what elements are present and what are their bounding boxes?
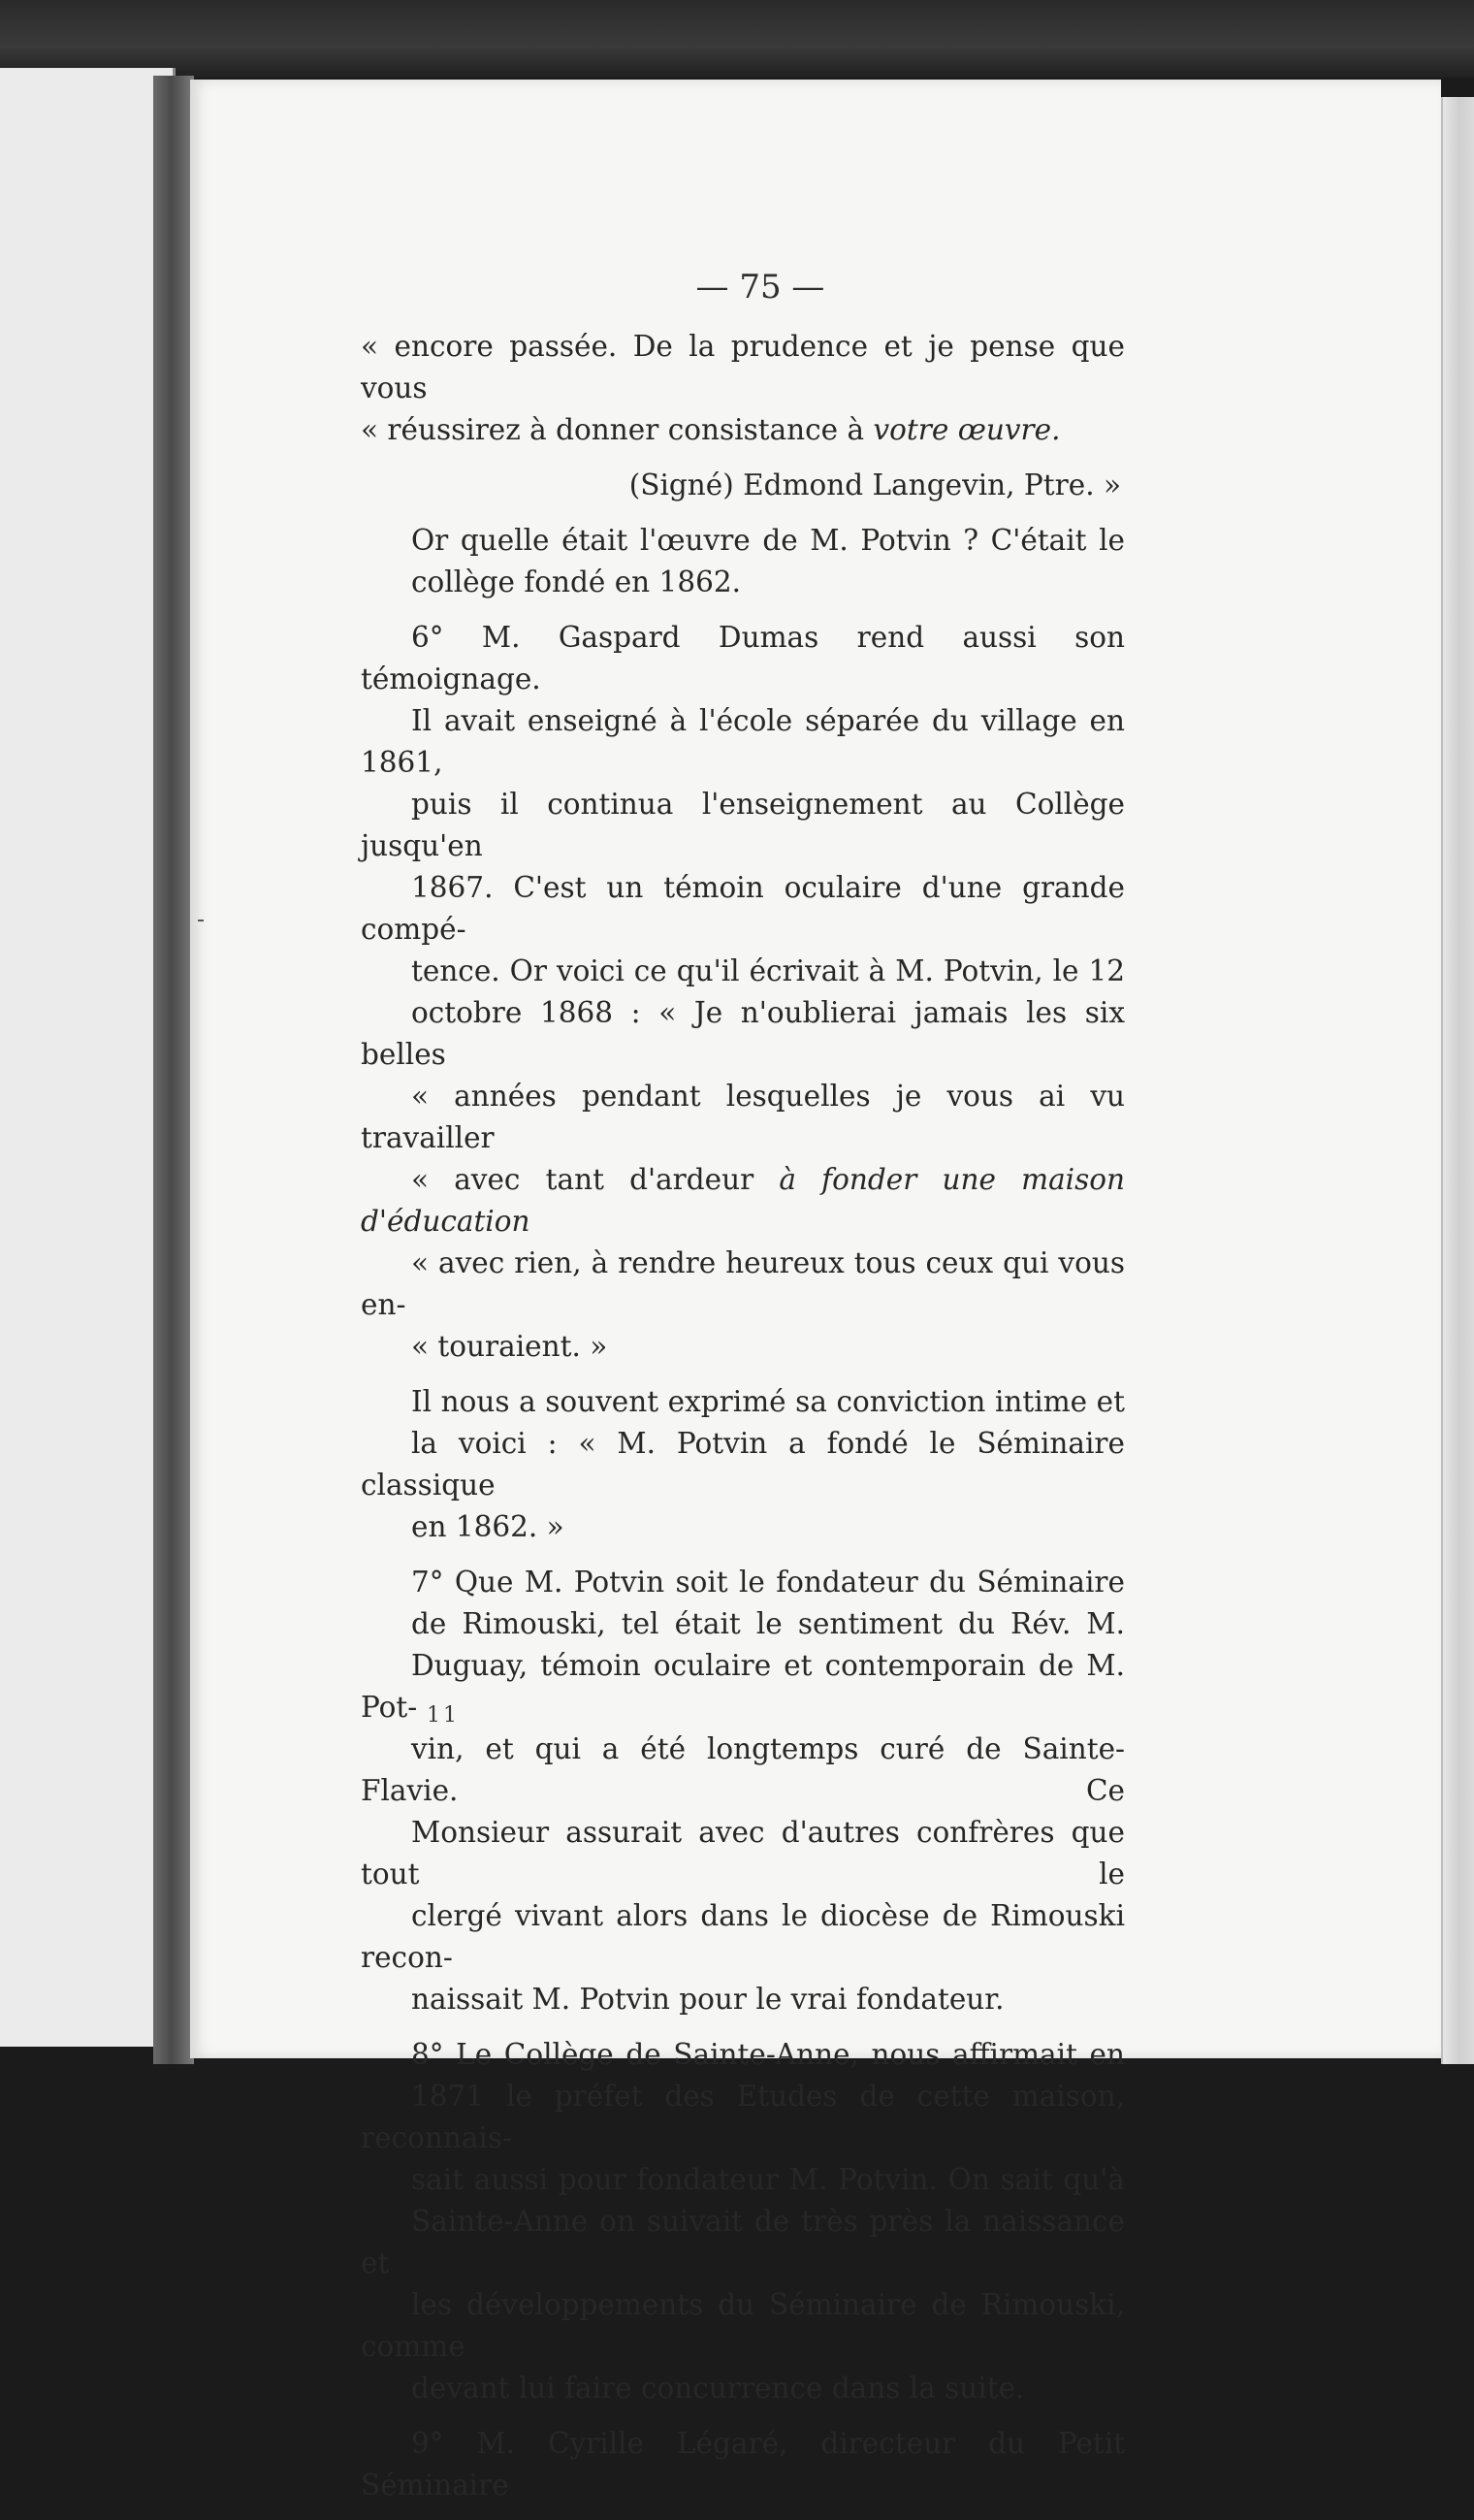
text-line: devant lui faire concurrence dans la suite. [411,2372,1025,2405]
page-number: — 75 — [695,268,825,307]
text-line: Il avait enseigné à l'école séparée du village en 1861, [361,704,1125,779]
text-line: 8° Le Collège de Sainte-Anne, nous affirmait en [411,2038,1125,2071]
text-line: Sainte-Anne on suivait de très près la naissance et [361,2205,1125,2279]
text-line: 9° M. Cyrille Légaré, directeur du Petit Séminaire [361,2427,1125,2502]
book-gutter [153,76,194,2064]
text-line [361,409,1125,451]
text-line: les développements du Séminaire de Rimouski, comme [361,2288,1125,2363]
paragraph [361,2034,1125,2409]
italic-text: votre œuvre. [873,413,1061,446]
text-line: « touraient. » [411,1330,608,1363]
text-line: « avec rien, à rendre heureux tous ceux qui vous en- [361,1246,1125,1321]
italic-text: à fonder une maison d'éducation [361,1163,1125,1238]
text-line: 6° M. Gaspard Dumas rend aussi son témoignage. [361,621,1125,695]
text-line [361,1159,1125,1243]
text-line: la voici : « M. Potvin a fondé le Séminaire classique [361,1427,1125,1502]
text-line: clergé vivant alors dans le diocèse de Rimouski recon- [361,1899,1125,1974]
text-line: collège fondé en 1862. [411,565,742,598]
paragraph [361,617,1125,1368]
text-line: « années pendant lesquelles je vous ai vu travailler [361,1080,1125,1154]
text-line: Il nous a souvent exprimé sa conviction intime et [411,1385,1125,1418]
scan-top-background [0,0,1474,78]
left-page-edge [0,68,176,2047]
text-line: sait aussi pour fondateur M. Potvin. On sait qu'à [411,2163,1125,2196]
paragraph-quote-end [361,326,1125,451]
text-line: Monsieur assurait avec d'autres confrères que tout le [361,1816,1125,1890]
text-line: de Rimouski, tel était le sentiment du Rév. M. [411,1607,1125,1640]
text-line: puis il continua l'enseignement au Collège jusqu'en [361,788,1125,862]
text-line: Or quelle était l'œuvre de M. Potvin ? C'était le [411,524,1125,557]
text-line: 7° Que M. Potvin soit le fondateur du Séminaire [411,1566,1125,1599]
text-line: en 1862. » [411,1510,564,1543]
text-line: naissait M. Potvin pour le vrai fondateur. [411,1983,1005,2016]
paragraph [361,1562,1125,2020]
paragraph [361,520,1125,603]
text-line: vin, et qui a été longtemps curé de Sainte-Flavie. Ce [361,1732,1125,1807]
paragraph [361,2423,1125,2506]
paragraph [361,1381,1125,1548]
signature-mark: 11 [427,1703,460,1728]
text-line: « encore passée. De la prudence et je pense que vous [361,330,1125,404]
text-fragment: « réussirez à donner consistance à [361,413,874,446]
text-line: 1867. C'est un témoin oculaire d'une grande compé- [361,871,1125,946]
text-line: 1871 le préfet des Etudes de cette maison, reconnais- [361,2080,1125,2154]
text-line: Duguay, témoin oculaire et contemporain de M. Pot- [361,1649,1125,1724]
text-fragment: « avec tant d'ardeur [411,1163,780,1196]
signature-line: (Signé) Edmond Langevin, Ptre. » [628,468,1121,501]
text-line: octobre 1868 : « Je n'oublierai jamais les six belles [361,996,1125,1071]
page-stack-edge [1441,97,1474,2064]
margin-mark [198,920,204,921]
text-line: tence. Or voici ce qu'il écrivait à M. Potvin, le 12 [411,954,1125,987]
page-body-text [361,326,1125,2520]
